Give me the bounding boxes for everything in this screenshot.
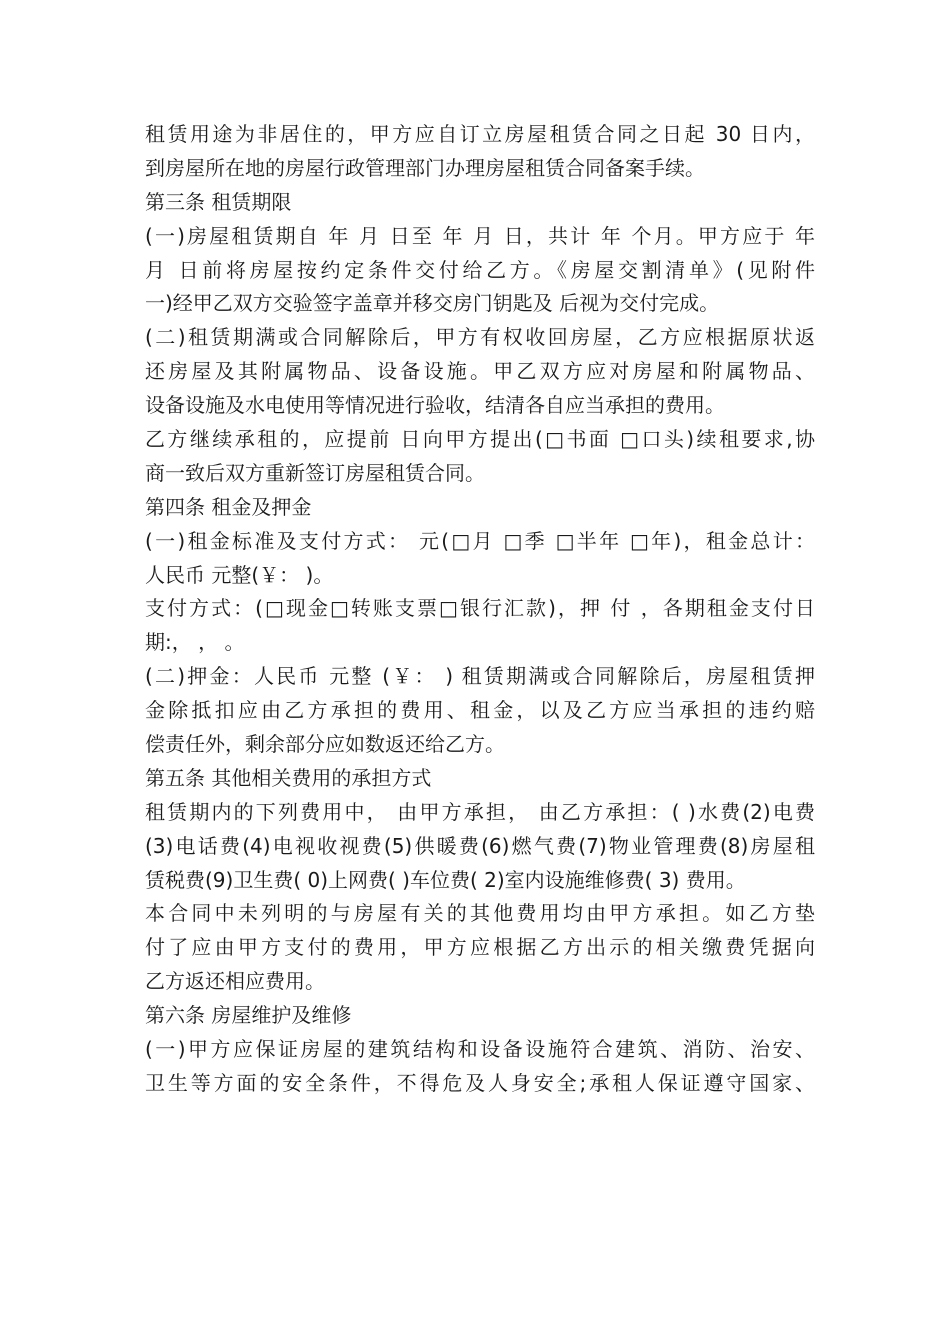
text-line: (一)甲方应保证房屋的建筑结构和设备设施符合建筑、消防、治安、	[145, 1037, 815, 1062]
text-line: 赁税费(9)卫生费( 0)上网费( )车位费( 2)室内设施维修费( 3) 费用。	[145, 867, 746, 892]
section-heading: 第四条 租金及押金	[145, 494, 312, 519]
text-line: 还房屋及其附属物品、设备设施。甲乙双方应对房屋和附属物品、	[145, 359, 815, 384]
text-line: 设备设施及水电使用等情况进行验收，结清各自应当承担的费用。	[145, 393, 725, 418]
text-line: 一)经甲乙双方交验签字盖章并移交房门钥匙及 后视为交付完成。	[145, 291, 720, 316]
text-line: 商一致后双方重新签订房屋租赁合同。	[145, 460, 485, 485]
text-line: (一)租金标准及支付方式： 元(□月 □季 □半年 □年)，租金总计：	[145, 528, 815, 553]
text-line: 月 日前将房屋按约定条件交付给乙方。《房屋交割清单》(见附件	[145, 257, 815, 282]
text-line: (二)押金：人民币 元整 (￥： ) 租赁期满或合同解除后，房屋租赁押	[145, 664, 815, 689]
text-line: (二)租赁期满或合同解除后，甲方有权收回房屋，乙方应根据原状返	[145, 325, 815, 350]
document-page	[145, 118, 815, 1101]
section-heading: 第六条 房屋维护及维修	[145, 1003, 352, 1028]
text-line: (一)房屋租赁期自 年 月 日至 年 月 日，共计 年 个月。甲方应于 年	[145, 223, 815, 248]
text-line: 租赁期内的下列费用中， 由甲方承担， 由乙方承担：( )水费(2)电费	[145, 799, 815, 824]
text-line: (3)电话费(4)电视收视费(5)供暖费(6)燃气费(7)物业管理费(8)房屋租	[145, 833, 815, 858]
text-line: 期:， ， 。	[145, 630, 245, 655]
text-line: 人民币 元整(￥： )。	[145, 562, 334, 587]
text-line: 租赁用途为非居住的，甲方应自订立房屋租赁合同之日起 30 日内，	[145, 122, 815, 146]
text-line: 乙方继续承租的，应提前 日向甲方提出(□书面 □口头)续租要求,协	[145, 427, 815, 452]
text-line: 支付方式：(□现金□转账支票□银行汇款)，押 付 ，各期租金支付日	[145, 596, 815, 621]
text-line: 到房屋所在地的房屋行政管理部门办理房屋租赁合同备案手续。	[145, 155, 705, 180]
text-line: 金除抵扣应由乙方承担的费用、租金，以及乙方应当承担的违约赔	[145, 698, 815, 723]
text-line: 卫生等方面的安全条件，不得危及人身安全;承租人保证遵守国家、	[145, 1070, 815, 1095]
text-line: 偿责任外，剩余部分应如数返还给乙方。	[145, 732, 505, 757]
section-heading: 第五条 其他相关费用的承担方式	[145, 765, 432, 790]
text-line: 本合同中未列明的与房屋有关的其他费用均由甲方承担。如乙方垫	[145, 901, 815, 926]
text-line: 乙方返还相应费用。	[145, 969, 325, 994]
section-heading: 第三条 租赁期限	[145, 189, 292, 214]
text-line: 付了应由甲方支付的费用，甲方应根据乙方出示的相关缴费凭据向	[145, 935, 815, 960]
